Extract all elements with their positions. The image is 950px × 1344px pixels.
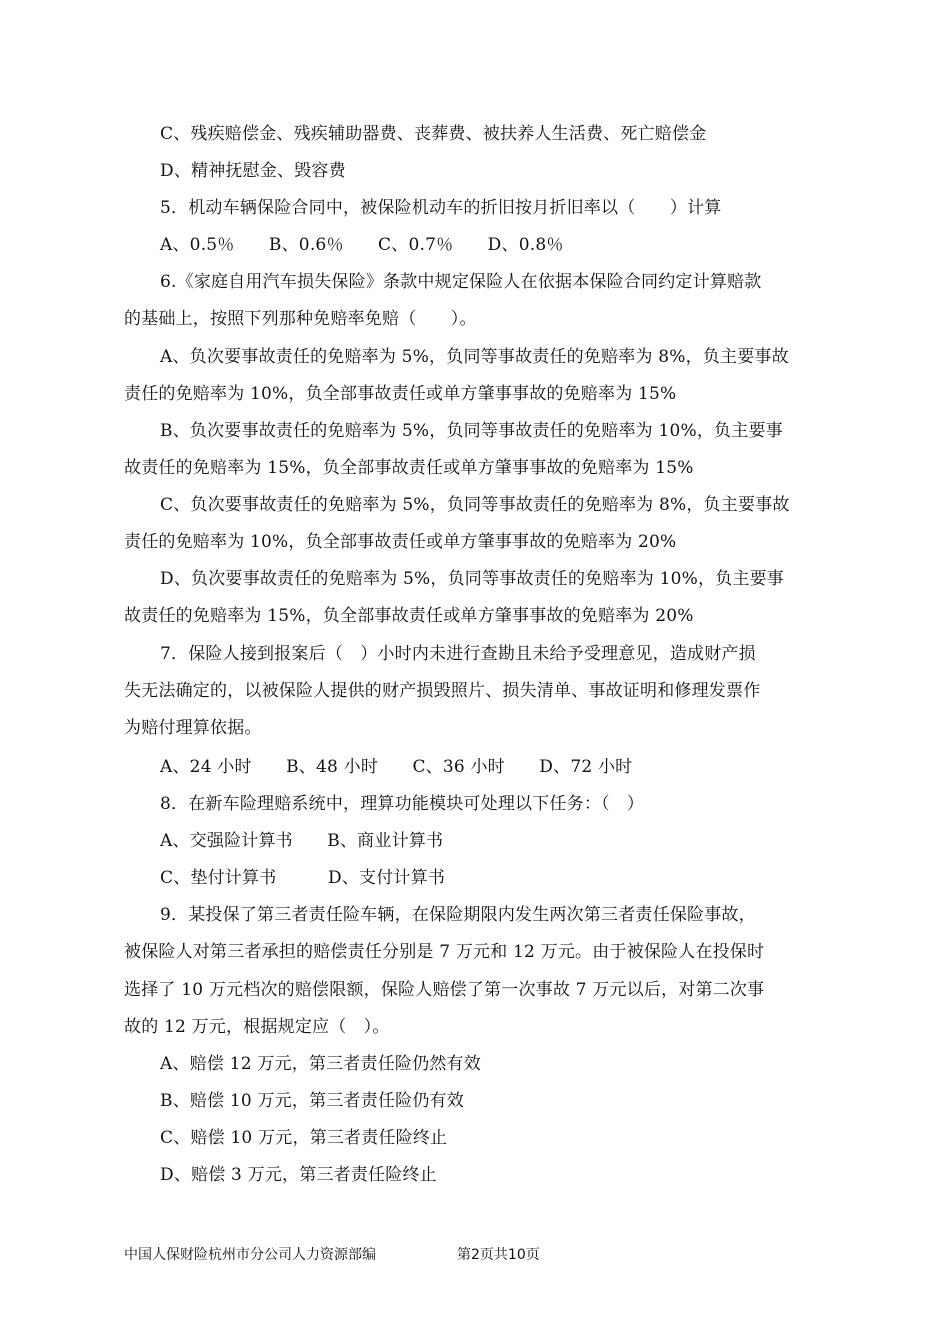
text-line: D、赔偿 3 万元，第三者责任险终止 bbox=[160, 1165, 437, 1185]
text-line: A、负次要事故责任的免赔率为 5%，负同等事故责任的免赔率为 8%，负主要事故 bbox=[160, 347, 789, 367]
text-line: C、残疾赔偿金、残疾辅助器费、丧葬费、被扶养人生活费、死亡赔偿金 bbox=[160, 124, 707, 144]
text-line: 责任的免赔率为 10%，负全部事故责任或单方肇事事故的免赔率为 20% bbox=[124, 532, 677, 552]
text-line: C、垫付计算书 D、支付计算书 bbox=[160, 868, 446, 888]
text-line: A、24 小时 B、48 小时 C、36 小时 D、72 小时 bbox=[160, 757, 633, 777]
text-line: C、赔偿 10 万元，第三者责任险终止 bbox=[160, 1128, 448, 1148]
text-line: 选择了 10 万元档次的赔偿限额，保险人赔偿了第一次事故 7 万元以后，对第二次事 bbox=[124, 980, 765, 1000]
text-line: 为赔付理算依据。 bbox=[124, 718, 262, 738]
text-line: 7．保险人接到报案后（ ）小时内未进行查勘且未给予受理意见，造成财产损 bbox=[160, 644, 756, 664]
text-line: 故责任的免赔率为 15%，负全部事故责任或单方肇事事故的免赔率为 15% bbox=[124, 458, 694, 478]
text-line: 6.《家庭自用汽车损失保险》条款中规定保险人在依据本保险合同约定计算赔款 bbox=[160, 272, 762, 292]
text-line: D、负次要事故责任的免赔率为 5%，负同等事故责任的免赔率为 10%，负主要事 bbox=[160, 569, 784, 589]
text-line: 故责任的免赔率为 15%，负全部事故责任或单方肇事事故的免赔率为 20% bbox=[124, 606, 694, 626]
text-line: C、负次要事故责任的免赔率为 5%，负同等事故责任的免赔率为 8%，负主要事故 bbox=[160, 495, 790, 515]
text-line: 的基础上，按照下列那种免赔率免赔（ ）。 bbox=[124, 309, 477, 329]
text-line: A、赔偿 12 万元，第三者责任险仍然有效 bbox=[160, 1054, 481, 1074]
text-line: B、赔偿 10 万元，第三者责任险仍有效 bbox=[160, 1091, 464, 1111]
text-line: A、交强险计算书 B、商业计算书 bbox=[160, 831, 444, 851]
text-line: A、0.5％ B、0.6％ C、0.7％ D、0.8％ bbox=[160, 235, 564, 255]
footer-page-number: 第2页共10页 bbox=[457, 1247, 540, 1263]
text-line: D、精神抚慰金、毁容费 bbox=[160, 161, 346, 181]
footer-editor: 中国人保财险杭州市分公司人力资源部编 bbox=[124, 1247, 376, 1263]
text-line: B、负次要事故责任的免赔率为 5%，负同等事故责任的免赔率为 10%，负主要事 bbox=[160, 421, 783, 441]
text-line: 5．机动车辆保险合同中，被保险机动车的折旧按月折旧率以（ ）计算 bbox=[160, 198, 722, 218]
text-line: 失无法确定的，以被保险人提供的财产损毁照片、损失清单、事故证明和修理发票作 bbox=[124, 681, 761, 701]
text-line: 9．某投保了第三者责任险车辆，在保险期限内发生两次第三者责任保险事故， bbox=[160, 905, 756, 925]
text-line: 故的 12 万元，根据规定应（ ）。 bbox=[124, 1017, 390, 1037]
text-line: 责任的免赔率为 10%，负全部事故责任或单方肇事事故的免赔率为 15% bbox=[124, 384, 677, 404]
text-line: 8．在新车险理赔系统中，理算功能模块可处理以下任务：（ ） bbox=[160, 794, 645, 814]
text-line: 被保险人对第三者承担的赔偿责任分别是 7 万元和 12 万元。由于被保险人在投保时 bbox=[124, 942, 765, 962]
